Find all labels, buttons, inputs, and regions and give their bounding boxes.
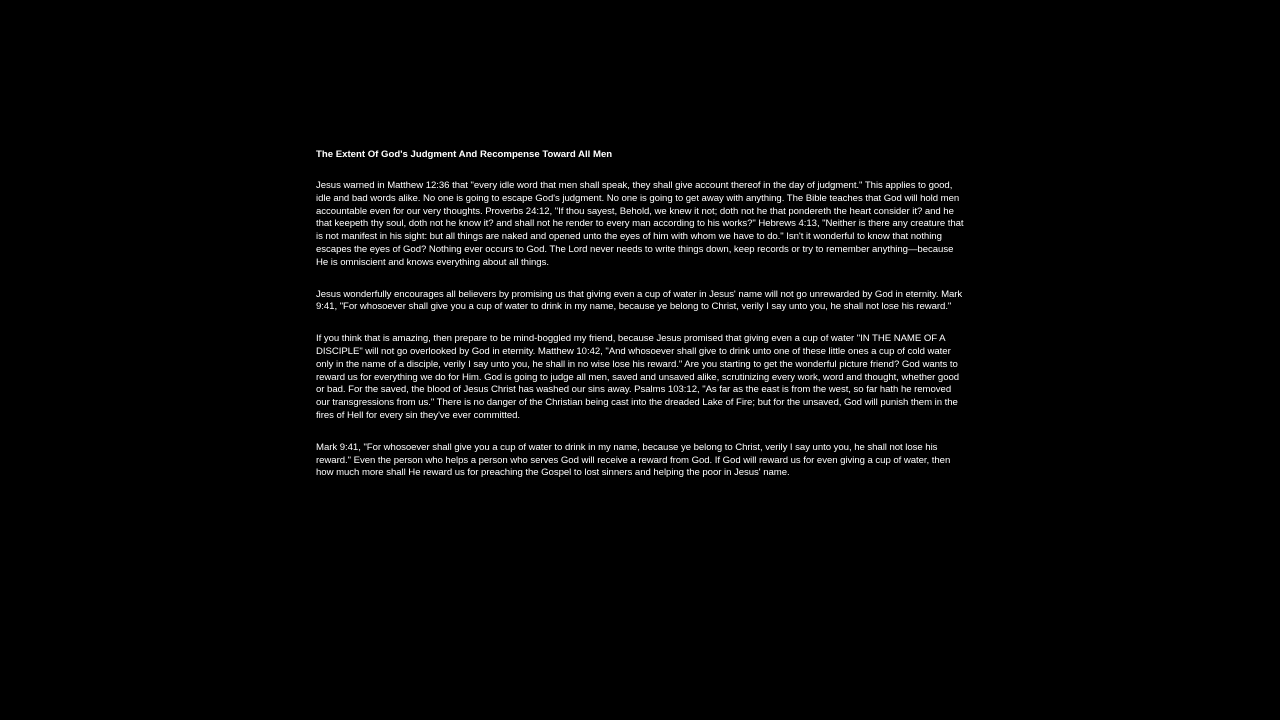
paragraph-4: Mark 9:41, "For whosoever shall give you a cup of water to drink in my name, because ye belong to Christ, verily I say unto you, he shall not lose his reward." Even the person who helps a person who serves God will receive a reward from God. If God will reward us for even giving a cup of water, then how much more shall He reward us for preaching the Gospel to lost sinners and helping the poor in Jesus' name.	[316, 441, 951, 479]
document-title: The Extent Of God's Judgment And Recompense Toward All Men	[316, 149, 613, 160]
document-body	[316, 148, 966, 499]
paragraph-1: Jesus warned in Matthew 12:36 that "every idle word that men shall speak, they shall give account thereof in the day of judgment." This applies to good, idle and bad words alike. No one is going to escape God's judgment. No one is going to get away with anything. The Bible teaches that God will hold men accountable even for our very thoughts. Proverbs 24:12, "If thou sayest, Behold, we knew it not; doth not he that pondereth the heart consider it? and he that keepeth thy soul, doth not he know it? and shall not he render to every man according to his works?" Hebrews 4:13, "Neither is there any creature that is not manifest in his sight: but all things are naked and opened unto the eyes of him with whom we have to do." Isn't it wonderful to know that nothing escapes the eyes of God? Nothing ever occurs to God. The Lord never needs to write things down, keep records or try to remember anything—because He is omniscient and knows everything about all things.	[316, 180, 964, 268]
paragraph-2: Jesus wonderfully encourages all believers by promising us that giving even a cup of water in Jesus' name will not go unrewarded by God in eternity. Mark 9:41, "For whosoever shall give you a cup of water to drink in my name, because ye belong to Christ, verily I say unto you, he shall not lose his reward."	[316, 288, 963, 313]
paragraph-3: If you think that is amazing, then prepare to be mind-boggled my friend, because Jesus promised that giving even a cup of water "IN THE NAME OF A DISCIPLE" will not go overlooked by God in eternity. Matthew 10:42, "And whosoever shall give to drink unto one of these little ones a cup of cold water only in the name of a disciple, verily I say unto you, he shall in no wise lose his reward." Are you starting to get the wonderful picture friend? God wants to reward us for everything we do for Him. God is going to judge all men, saved and unsaved alike, scrutinizing every work, word and thought, whether good or bad. For the saved, the blood of Jesus Christ has washed our sins away. Psalms 103:12, "As far as the east is from the west, so far hath he removed our transgressions from us." There is no danger of the Christian being cast into the dreaded Lake of Fire; but for the unsaved, God will punish them in the fires of Hell for every sin they've ever committed.	[316, 333, 960, 421]
